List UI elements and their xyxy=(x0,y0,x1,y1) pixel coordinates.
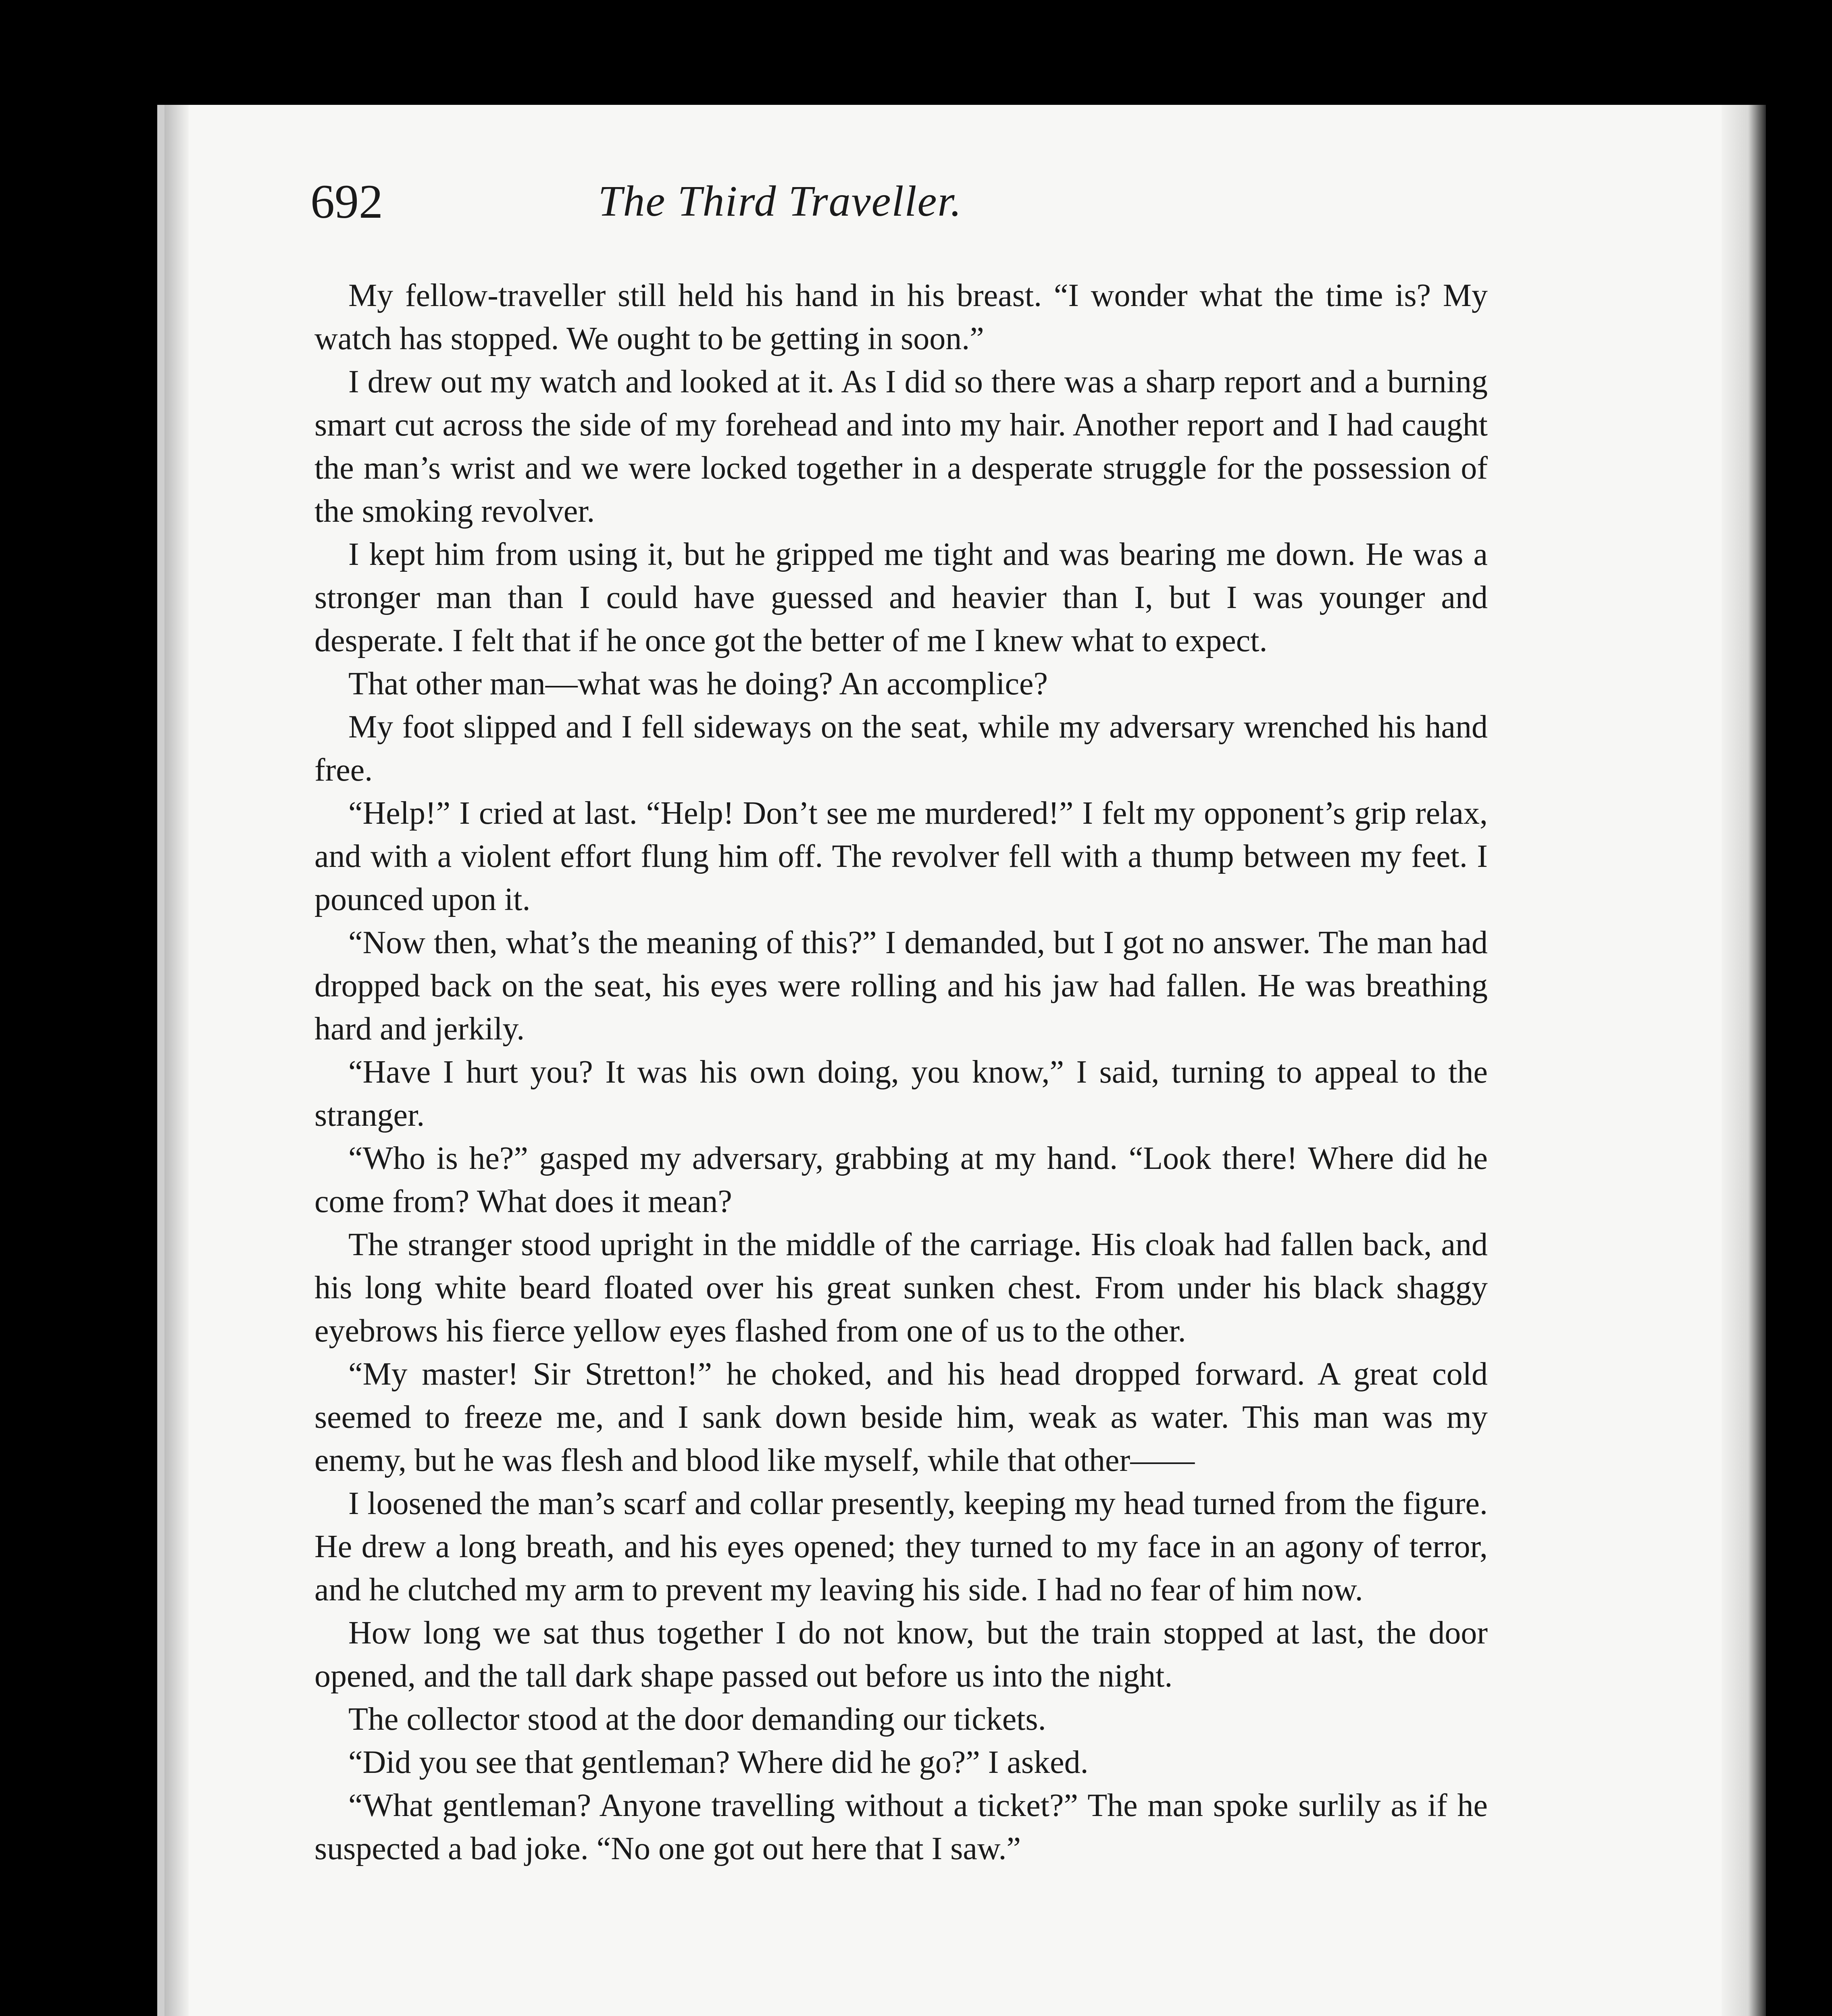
paragraph: “Who is he?” gasped my adversary, grabbing at my hand. “Look there! Where did he come from? What does it mean? xyxy=(314,1141,1488,1219)
paragraph: “Help!” I cried at last. “Help! Don’t see me murdered!” I felt my opponent’s grip relax, and with a violent effort flung him off. The revolver fell with a thump between my feet. I pounced upon it. xyxy=(314,796,1488,917)
paragraph: The stranger stood upright in the middle of the carriage. His cloak had fallen back, and his long white beard floated over his great sunken chest. From under his black shaggy eyebrows his fierce yellow eyes flashed from one of us to the other. xyxy=(314,1227,1488,1349)
paragraph: I loosened the man’s scarf and collar presently, keeping my head turned from the figure. He drew a long breath, and his eyes opened; they turned to my face in an agony of terror, and he clutched my arm to prevent my leaving his side. I had no fear of him now. xyxy=(314,1486,1488,1608)
paragraph: “Did you see that gentleman? Where did he go?” I asked. xyxy=(348,1745,1089,1780)
paragraph: “What gentleman? Anyone travelling without a ticket?” The man spoke surlily as if he suspected a bad joke. “No one got out here that I saw.” xyxy=(314,1788,1488,1866)
paragraph: My foot slipped and I fell sideways on the seat, while my adversary wrenched his hand free. xyxy=(314,709,1488,788)
paragraph: The collector stood at the door demanding our tickets. xyxy=(348,1702,1046,1737)
gutter-shadow xyxy=(164,105,189,2016)
paragraph: How long we sat thus together I do not know, but the train stopped at last, the door opened, and the tall dark shape passed out before us into the night. xyxy=(314,1615,1488,1694)
paragraph: I kept him from using it, but he gripped me tight and was bearing me down. He was a stronger man than I could have guessed and heavier than I, but I was younger and desperate. I felt that if he once got the better of me I knew what to expect. xyxy=(314,537,1488,658)
paragraph: “Have I hurt you? It was his own doing, you know,” I said, turning to appeal to the stranger. xyxy=(314,1054,1488,1133)
page-number: 692 xyxy=(310,175,383,228)
paragraph: I drew out my watch and looked at it. As I did so there was a sharp report and a burning smart cut across the side of my forehead and into my hair. Another report and I had caught the man’s wrist and we were locked together in a desperate struggle for the possession of the smoking revolver. xyxy=(314,364,1488,529)
paragraph: “Now then, what’s the meaning of this?” I demanded, but I got no answer. The man had dropped back on the seat, his eyes were rolling and his jaw had fallen. He was breathing hard and jerkily. xyxy=(314,925,1488,1047)
page-header xyxy=(310,169,1250,242)
body-text xyxy=(314,274,1488,1870)
page-fold-edge xyxy=(1722,105,1766,2016)
paragraph: My fellow-traveller still held his hand in his breast. “I wonder what the time is? My watch has stopped. We ought to be getting in soon.” xyxy=(314,278,1488,356)
paragraph: “My master! Sir Stretton!” he choked, and his head dropped forward. A great cold seemed to freeze me, and I sank down beside him, weak as water. This man was my enemy, but he was flesh and blood like myself, while that other—— xyxy=(314,1356,1488,1478)
running-title: The Third Traveller. xyxy=(598,177,962,225)
paragraph: That other man—what was he doing? An accomplice? xyxy=(348,666,1048,702)
